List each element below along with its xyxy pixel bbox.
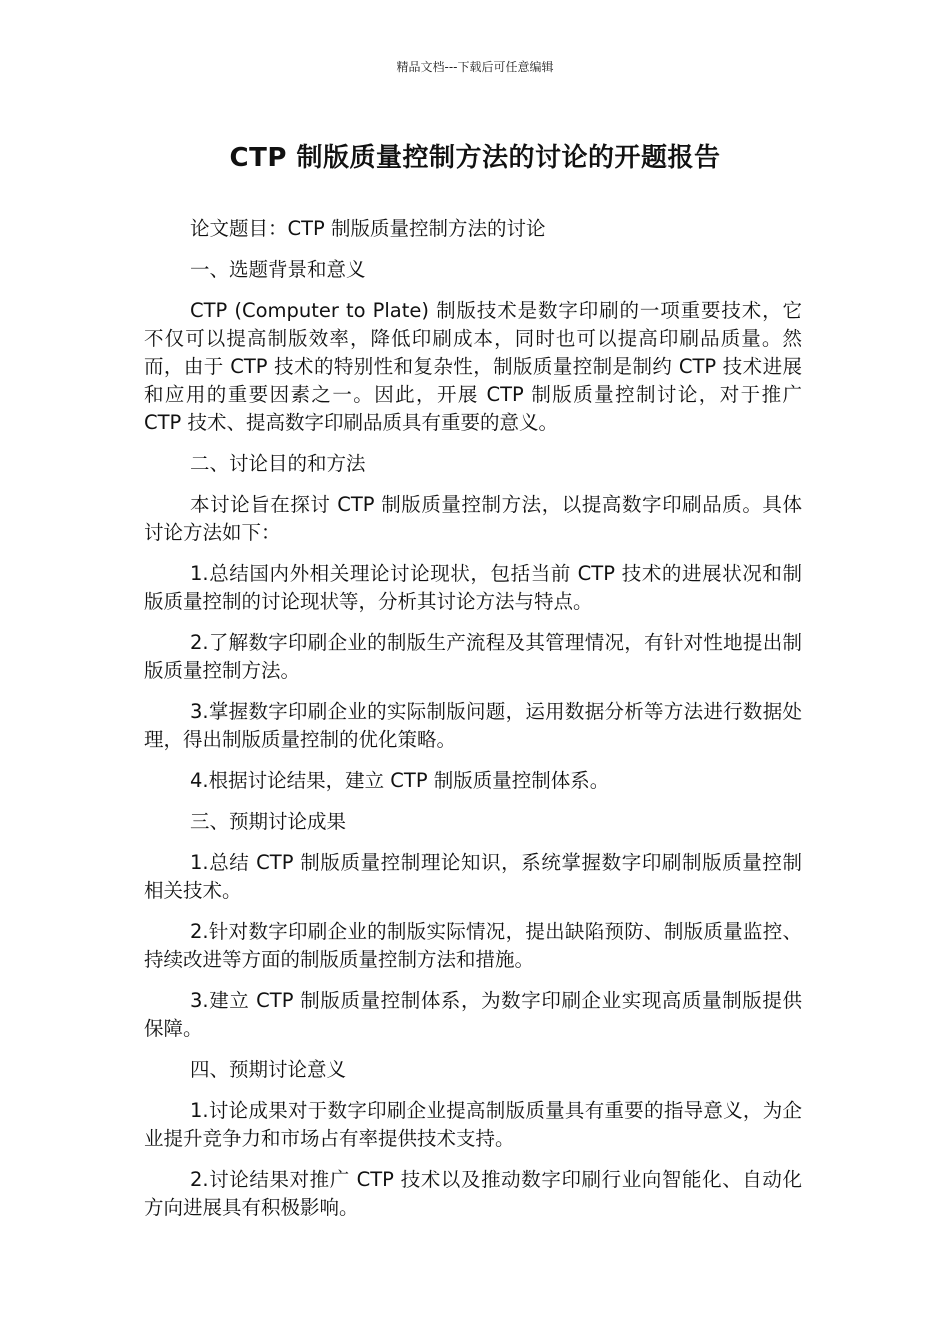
method-item-3: 3.掌握数字印刷企业的实际制版问题，运用数据分析等方法进行数据处理，得出制版质量控制的优化策略。	[144, 700, 802, 751]
header-note: 精品文档---下载后可任意编辑	[396, 60, 554, 74]
method-item-1: 1.总结国内外相关理论讨论现状，包括当前 CTP 技术的进展状况和制版质量控制的讨论现状等，分析其讨论方法与特点。	[144, 562, 802, 613]
document-title: CTP 制版质量控制方法的讨论的开题报告	[229, 143, 721, 173]
document-body	[144, 215, 802, 1235]
method-item-4: 4.根据讨论结果，建立 CTP 制版质量控制体系。	[190, 769, 610, 792]
section-heading-background: 一、选题背景和意义	[190, 258, 366, 281]
section-heading-purpose-method: 二、讨论目的和方法	[190, 452, 366, 475]
method-item-2: 2.了解数字印刷企业的制版生产流程及其管理情况，有针对性地提出制版质量控制方法。	[144, 631, 802, 682]
purpose-paragraph: 本讨论旨在探讨 CTP 制版质量控制方法，以提高数字印刷品质。具体讨论方法如下：	[144, 493, 802, 544]
result-item-1: 1.总结 CTP 制版质量控制理论知识，系统掌握数字印刷制版质量控制相关技术。	[144, 851, 802, 902]
thesis-topic: 论文题目：CTP 制版质量控制方法的讨论	[190, 217, 546, 240]
background-paragraph: CTP (Computer to Plate) 制版技术是数字印刷的一项重要技术，它不仅可以提高制版效率，降低印刷成本，同时也可以提高印刷品质量。然而，由于 CTP 技术的特别性和复杂性，制版质量控制是制约 CTP 技术进展和应用的重要因素之一。因此，开展 CTP 制版质量控制讨论，对于推广 CTP 技术、提高数字印刷品质具有重要的意义。	[144, 299, 802, 434]
section-heading-significance: 四、预期讨论意义	[190, 1058, 347, 1081]
result-item-3: 3.建立 CTP 制版质量控制体系，为数字印刷企业实现高质量制版提供保障。	[144, 989, 802, 1040]
significance-item-1: 1.讨论成果对于数字印刷企业提高制版质量具有重要的指导意义，为企业提升竞争力和市场占有率提供技术支持。	[144, 1099, 802, 1150]
section-heading-expected-results: 三、预期讨论成果	[190, 810, 347, 833]
significance-item-2: 2.讨论结果对推广 CTP 技术以及推动数字印刷行业向智能化、自动化方向进展具有积极影响。	[144, 1168, 802, 1219]
result-item-2: 2.针对数字印刷企业的制版实际情况，提出缺陷预防、制版质量监控、持续改进等方面的制版质量控制方法和措施。	[144, 920, 802, 971]
